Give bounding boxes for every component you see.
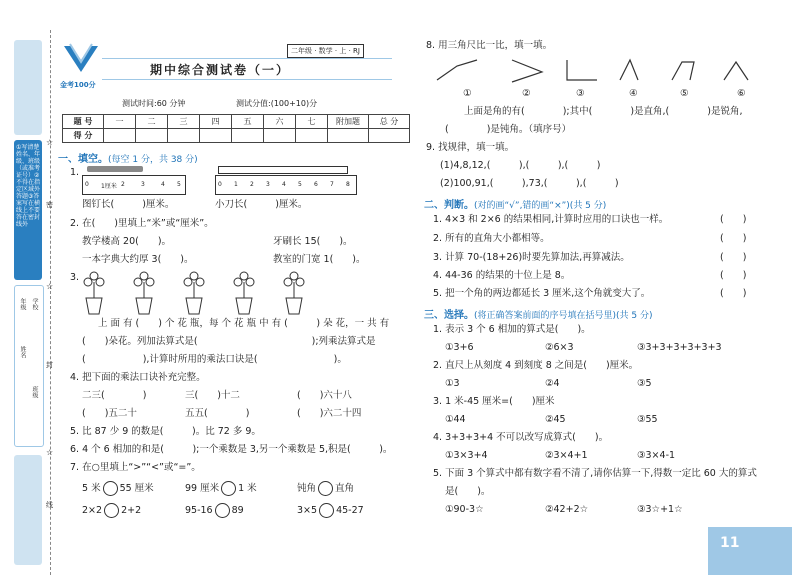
score-input[interactable] — [200, 129, 232, 143]
score-cell: 题 号 — [63, 115, 104, 129]
choice-option[interactable]: ②42+2☆ — [545, 504, 589, 515]
page-number-box — [708, 527, 792, 575]
grade-tag: 二年级 · 数学 · 上 · RJ — [287, 44, 364, 58]
score-cell: 七 — [296, 115, 328, 129]
star-icon: ☆ — [46, 138, 54, 147]
angle-figures — [432, 56, 762, 86]
grade-label: 年级 — [19, 298, 26, 310]
compare-circle[interactable] — [221, 481, 236, 496]
q4b[interactable]: 三( )十二 — [185, 390, 240, 401]
knife-icon — [218, 166, 348, 174]
q7d — [82, 503, 141, 518]
score-input[interactable] — [136, 129, 168, 143]
ruler-label: 3 — [141, 181, 145, 188]
score-cell: 六 — [264, 115, 296, 129]
judge-4: 4. 44-36 的结果的十位上是 8。 — [433, 270, 571, 281]
judge-answer[interactable]: ( ) — [720, 288, 747, 299]
section-title-text: 一、填空。 — [58, 154, 108, 165]
score-cell: 附加题 — [328, 115, 369, 129]
logo-icon — [60, 42, 102, 82]
q3: 3. — [70, 272, 80, 283]
ruler-2 — [215, 175, 357, 195]
ruler-label: 1厘米 — [101, 183, 117, 190]
q6: 6. 4 个 6 相加的和是( );一个乘数是 3,另一个乘数是 5,积是( )。 — [70, 444, 393, 455]
choice-option[interactable]: ①3+6 — [445, 342, 474, 353]
q9b[interactable]: (2)100,91,( ),73,( ),( ) — [440, 178, 619, 189]
angle-number: ④ — [629, 88, 638, 99]
compare-circle[interactable] — [103, 481, 118, 496]
seal-char: 密 — [46, 201, 53, 209]
class-label: 班级 — [31, 386, 38, 398]
score-input[interactable] — [168, 129, 200, 143]
q8a: 上面是角的有( );其中( )是直角,( )是锐角, — [464, 106, 743, 117]
q9a[interactable]: (1)4,8,12,( ),( ),( ) — [440, 160, 601, 171]
q2c[interactable]: 一本字典大约厚 3( )。 — [82, 254, 194, 265]
angle-number: ② — [522, 88, 531, 99]
q1b-text: 小刀长( — [215, 199, 248, 210]
judge-answer[interactable]: ( ) — [720, 214, 747, 225]
test-score: 测试分值:(100+10)分 — [236, 99, 318, 108]
score-input[interactable] — [264, 129, 296, 143]
q8: 8. 用三角尺比一比，填一填。 — [426, 40, 553, 51]
angle-number: ① — [463, 88, 472, 99]
score-cell: 三 — [168, 115, 200, 129]
ruler-label: 4 — [161, 181, 165, 188]
star-icon: ☆ — [46, 448, 54, 457]
choice-option[interactable]: ③3×4-1 — [637, 450, 676, 461]
choice-option[interactable]: ①3 — [445, 378, 460, 389]
q4: 4. 把下面的乘法口诀补充完整。 — [70, 372, 206, 383]
q3b: ( )朵花。列加法算式是( );列乘法算式是 — [82, 336, 376, 347]
compare-circle[interactable] — [318, 481, 333, 496]
name-label: 姓名 — [19, 346, 26, 358]
angle-number: ⑤ — [680, 88, 689, 99]
q5: 5. 比 87 少 9 的数是( )。比 72 多 9。 — [70, 426, 261, 437]
q7e-right: 89 — [231, 505, 244, 516]
judge-1: 1. 4×3 和 2×6 的结果相同,计算时应用的口诀也一样。 — [433, 214, 669, 225]
score-table — [62, 114, 410, 143]
section-hint: (每空 1 分，共 38 分) — [108, 155, 198, 165]
ruler-label: 0 — [218, 181, 222, 188]
section-title — [58, 150, 198, 165]
q1b-end: )厘米。 — [275, 199, 308, 210]
q7c-right: 直角 — [335, 483, 355, 494]
angles-illustration — [432, 56, 762, 86]
section-title-text: 二、判断。 — [424, 200, 474, 211]
score-input[interactable] — [328, 129, 369, 143]
q7f-right: 45-27 — [336, 505, 364, 516]
section-title — [424, 196, 606, 211]
q7b-right: 1 米 — [238, 483, 257, 494]
judge-2: 2. 所有的直角大小都相等。 — [433, 233, 550, 244]
sidebar-instructions: ①写清楚姓名、年级、班级（或准考证号）②不得在指定区域外答题③答案写在横线上不要答在密封线外 — [16, 144, 41, 228]
ruler-label: 5 — [298, 181, 302, 188]
q1a-text: 图钉长( — [82, 199, 115, 210]
q1b — [215, 199, 307, 211]
ruler-label: 1 — [234, 181, 238, 188]
seal-line — [50, 30, 51, 575]
choice-5: 5. 下面 3 个算式中都有数字看不清了,请你估算一下,得数一定比 60 大的算式 — [433, 468, 757, 479]
q7c-left: 钝角 — [297, 483, 317, 494]
choice-option[interactable]: ③55 — [637, 414, 658, 425]
compare-circle[interactable] — [319, 503, 334, 518]
q7f — [297, 503, 364, 518]
q7a — [82, 481, 154, 496]
judge-answer[interactable]: ( ) — [720, 233, 747, 244]
choice-1: 1. 表示 3 个 6 相加的算式是( )。 — [433, 324, 591, 335]
pin-icon — [87, 166, 143, 172]
section-title — [424, 306, 653, 321]
vase-illustration — [82, 268, 372, 316]
question-number: 1. — [70, 167, 80, 178]
score-cell: 五 — [232, 115, 264, 129]
q4c[interactable]: ( )六十八 — [297, 390, 352, 401]
seal-char: 线 — [46, 501, 53, 509]
q1a — [82, 199, 174, 211]
binding-sidebar — [0, 0, 58, 583]
ruler-label: 4 — [282, 181, 286, 188]
q7b — [185, 481, 257, 496]
school-label: 学校 — [31, 298, 38, 310]
page-title: 期中综合测试卷（一） — [150, 63, 291, 77]
ruler-label: 7 — [330, 181, 334, 188]
score-input[interactable] — [232, 129, 264, 143]
q2b[interactable]: 牙刷长 15( )。 — [273, 236, 353, 247]
seal-char: 封 — [46, 361, 53, 369]
choice-option[interactable]: ③3☆+1☆ — [637, 504, 683, 515]
score-cell: 总 分 — [369, 115, 410, 129]
q4d[interactable]: ( )五二十 — [82, 408, 137, 419]
section-hint: (将正确答案前面的序号填在括号里)(共 5 分) — [474, 311, 653, 321]
test-time: 测试时间:60 分钟 — [122, 99, 186, 108]
ruler-label: 8 — [346, 181, 350, 188]
choice-5b: 是( )。 — [445, 486, 491, 497]
choice-option[interactable]: ①44 — [445, 414, 466, 425]
ruler-label: 5 — [177, 181, 181, 188]
q8b: ( )是钝角。（填序号） — [445, 124, 572, 135]
page-number: 11 — [720, 535, 740, 551]
score-cell: 四 — [200, 115, 232, 129]
score-cell: 一 — [104, 115, 136, 129]
q7e-left: 95-16 — [185, 505, 213, 516]
q9: 9. 找规律，填一填。 — [426, 142, 515, 153]
sidebar-info-box — [14, 285, 44, 447]
choice-4: 4. 3+3+3+4 不可以改写成算式( )。 — [433, 432, 609, 443]
sidebar-bottom-box — [14, 455, 42, 565]
choice-option[interactable]: ②4 — [545, 378, 560, 389]
judge-answer[interactable]: ( ) — [720, 270, 747, 281]
ruler-label: 6 — [314, 181, 318, 188]
sidebar-top-box — [14, 40, 42, 135]
section-hint: (对的画“√”,错的画“×”)(共 5 分) — [474, 201, 607, 211]
q7a-right: 55 厘米 — [119, 483, 154, 494]
q3a: 上 面 有 ( ) 个 花 瓶，每 个 花 瓶 中 有 ( ) 朵 花，一 共 有 — [98, 318, 390, 329]
q7a-left: 5 米 — [82, 483, 101, 494]
q7d-left: 2×2 — [82, 505, 103, 516]
judge-answer[interactable]: ( ) — [720, 252, 747, 263]
q2a[interactable]: 教学楼高 20( )。 — [82, 236, 172, 247]
ruler-label: 2 — [250, 181, 254, 188]
q7b-left: 99 厘米 — [185, 483, 220, 494]
score-input[interactable] — [369, 129, 410, 143]
judge-3: 3. 计算 70-(18+26)时要先算加法,再算减法。 — [433, 252, 630, 263]
choice-2: 2. 直尺上从刻度 4 到刻度 8 之间是( )厘米。 — [433, 360, 639, 371]
ruler-1 — [82, 175, 186, 195]
q7c — [297, 481, 354, 496]
logo — [60, 42, 102, 82]
choice-option[interactable]: ②3×4+1 — [545, 450, 588, 461]
choice-3: 3. 1 米-45 厘米=( )厘米 — [433, 396, 555, 407]
choice-option[interactable]: ②6×3 — [545, 342, 574, 353]
q4a[interactable]: 二三( ) — [82, 390, 147, 401]
compare-circle[interactable] — [104, 503, 119, 518]
q1a-end: )厘米。 — [142, 199, 175, 210]
star-icon: ☆ — [46, 282, 54, 291]
q7f-left: 3×5 — [297, 505, 318, 516]
compare-circle[interactable] — [215, 503, 230, 518]
q7e — [185, 503, 244, 518]
angle-number: ⑥ — [737, 88, 746, 99]
q4e[interactable]: 五五( ) — [185, 408, 250, 419]
score-cell: 二 — [136, 115, 168, 129]
score-value-row — [63, 129, 410, 143]
choice-option[interactable]: ①3×3+4 — [445, 450, 488, 461]
choice-option[interactable]: ②45 — [545, 414, 566, 425]
q2: 2. 在( )里填上“米”或“厘米”。 — [70, 218, 214, 229]
q3c: ( ),计算时所用的乘法口诀是( )。 — [82, 354, 347, 365]
score-cell: 得 分 — [63, 129, 104, 143]
ruler-label: 0 — [85, 181, 89, 188]
vase-row — [82, 268, 372, 316]
q7d-right: 2+2 — [121, 505, 142, 516]
logo-text: 金考100分 — [60, 81, 96, 89]
angle-number: ③ — [576, 88, 585, 99]
q2d[interactable]: 教室的门宽 1( )。 — [273, 254, 366, 265]
ruler-label: 3 — [266, 181, 270, 188]
q4f[interactable]: ( )六二十四 — [297, 408, 362, 419]
score-input[interactable] — [296, 129, 328, 143]
ruler-label: 2 — [121, 181, 125, 188]
choice-option[interactable]: ③5 — [637, 378, 652, 389]
choice-option[interactable]: ①90-3☆ — [445, 504, 484, 515]
section-title-text: 三、选择。 — [424, 310, 474, 321]
sidebar-instructions-box — [14, 140, 42, 280]
choice-option[interactable]: ③3+3+3+3+3+3 — [637, 342, 722, 353]
score-input[interactable] — [104, 129, 136, 143]
judge-5: 5. 把一个角的两边都延长 3 厘米,这个角就变大了。 — [433, 288, 651, 299]
score-header-row — [63, 115, 410, 129]
q7: 7. 在○里填上“>”“<”或“=”。 — [70, 462, 201, 473]
